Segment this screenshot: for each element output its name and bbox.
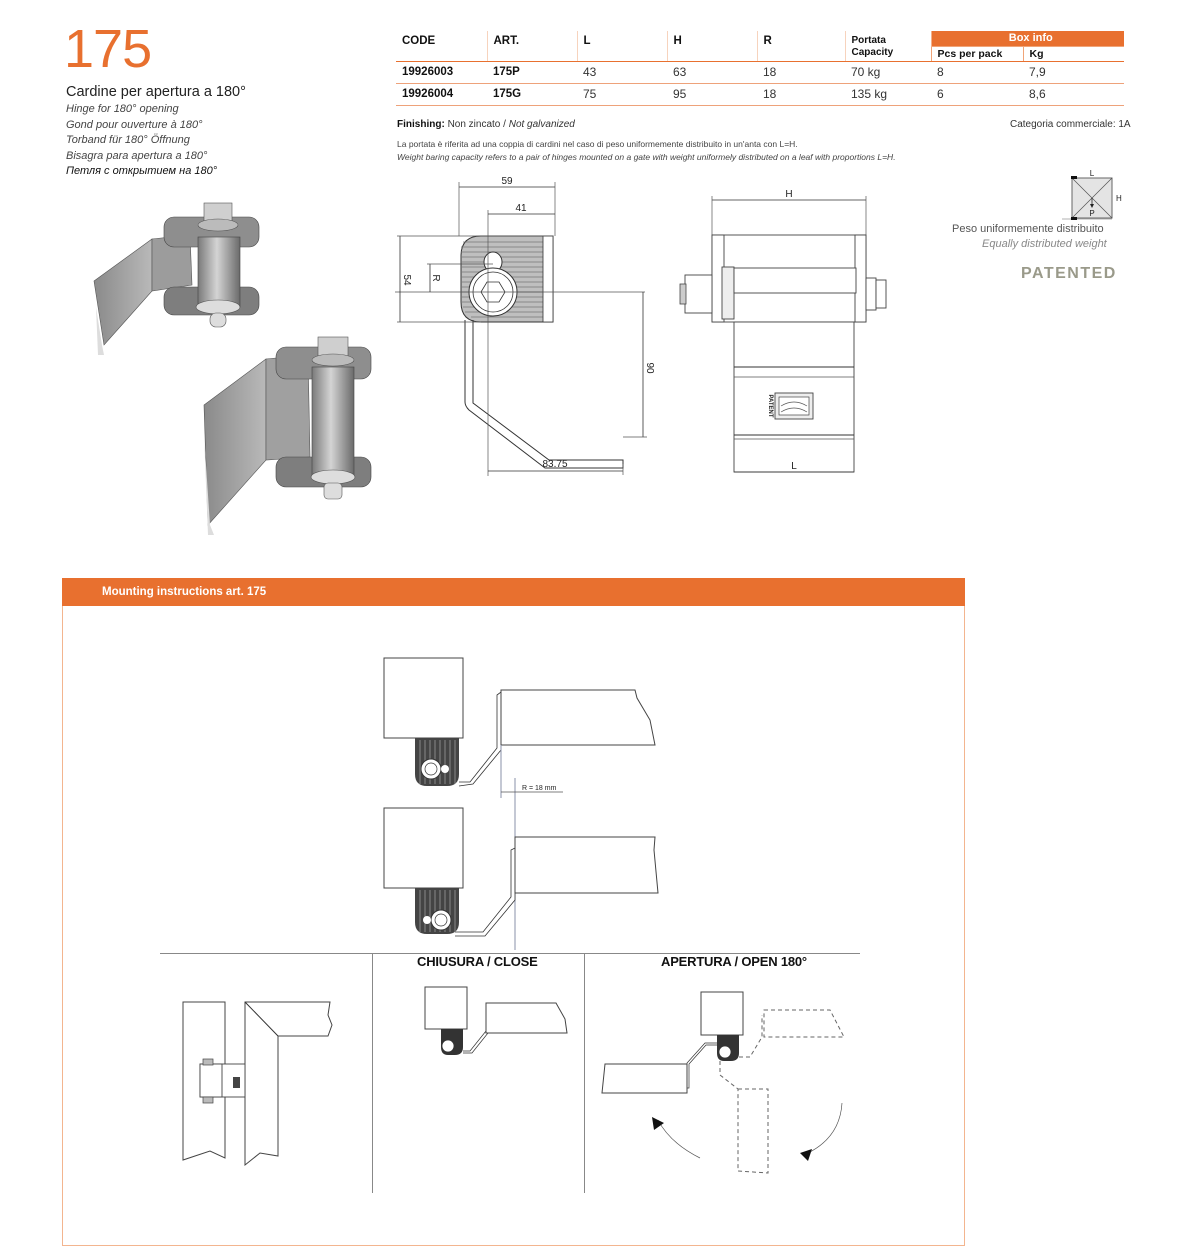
cell-pcs: 6 <box>931 83 1023 105</box>
gate-leaf <box>501 690 655 745</box>
finishing-value-en: Not galvanized <box>508 119 575 130</box>
gate-leaf <box>486 1003 567 1033</box>
rotation-arc <box>658 1120 700 1158</box>
subtitle-en: Hinge for 180° opening <box>66 103 179 115</box>
weight-distribution-diagram <box>1062 168 1132 224</box>
label-h: H <box>1116 194 1122 203</box>
categoria-commerciale: Categoria commerciale: 1A <box>1010 119 1131 130</box>
capacity-note-en: Weight baring capacity refers to a pair of hinges mounted on a gate with weight uniformely distributed on a leaf with proportions L=H. <box>397 152 896 162</box>
open-heading: APERTURA / OPEN 180° <box>661 954 807 969</box>
post-block <box>701 992 743 1035</box>
r-dimension-label: R = 18 mm <box>522 785 557 792</box>
subtitle-es: Bisagra para apertura a 180° <box>66 150 208 162</box>
hinge-photo-large <box>204 337 371 535</box>
post-block <box>384 658 463 738</box>
col-capacity-it: Portata <box>851 35 886 46</box>
cell-r: 18 <box>757 83 845 105</box>
cell-kg: 7,9 <box>1023 61 1124 83</box>
col-r: R <box>757 31 845 61</box>
patent-stamp <box>233 1077 240 1088</box>
col-box-info: Box info <box>931 31 1124 46</box>
dim-r-label: R <box>430 274 441 282</box>
subtitle-de: Torband für 180° Öffnung <box>66 134 190 146</box>
post-block <box>384 808 463 888</box>
hinge-mark-bottom <box>1071 217 1077 220</box>
hinge-arm <box>687 1043 717 1088</box>
arrow-left-icon <box>652 1117 664 1130</box>
nut-right <box>866 278 876 310</box>
dim-83-75-label: 83.75 <box>542 459 568 470</box>
mounting-step-1-diagram <box>375 650 675 940</box>
open-position-diagram <box>590 975 870 1175</box>
gate-ghost-start <box>764 1010 844 1037</box>
col-capacity-en: Capacity <box>851 47 894 58</box>
divider-vertical <box>584 953 585 1193</box>
dim-83-75 <box>488 459 623 475</box>
hinge-arm <box>455 848 515 936</box>
dim-59-label: 59 <box>501 176 513 187</box>
cell-r: 18 <box>757 61 845 83</box>
col-capacity <box>845 31 931 61</box>
cell-art: 175P <box>487 61 577 83</box>
finishing-value-it: Non zincato / <box>447 119 506 130</box>
col-code: CODE <box>396 31 487 61</box>
cell-h: 95 <box>667 83 757 105</box>
mounting-title: Mounting instructions art. 175 <box>102 586 267 598</box>
cell-capacity: 70 kg <box>845 61 931 83</box>
product-photo <box>80 195 380 540</box>
finishing-note <box>397 119 575 130</box>
hinge-arm <box>459 692 501 786</box>
subtitle-fr: Gond pour ouverture à 180° <box>66 119 203 131</box>
col-l: L <box>577 31 667 61</box>
cell-code: 19926003 <box>396 61 487 83</box>
rotation-arc <box>808 1103 842 1153</box>
mounting-elevation-diagram <box>160 980 360 1180</box>
arrow-down-icon <box>800 1149 812 1161</box>
label-l: L <box>1089 169 1095 178</box>
cell-l: 75 <box>577 83 667 105</box>
patented-label: PATENTED <box>1021 265 1117 282</box>
article-number: 175 <box>64 19 152 79</box>
finishing-label: Finishing: <box>397 119 445 130</box>
hinge-photo-small <box>94 203 259 355</box>
cell-l: 43 <box>577 61 667 83</box>
cell-h: 63 <box>667 61 757 83</box>
col-h: H <box>667 31 757 61</box>
dim-h-label: H <box>785 189 793 200</box>
bent-arm <box>465 320 623 468</box>
dim-59 <box>459 176 555 236</box>
nut-left <box>685 275 712 313</box>
cell-kg: 8,6 <box>1023 83 1124 105</box>
pin-tube <box>734 268 856 293</box>
divider-vertical <box>372 953 373 1193</box>
side-view-drawing <box>395 170 675 480</box>
hex-bolt-icon <box>442 1040 454 1052</box>
close-position-diagram <box>400 975 580 1065</box>
dim-90 <box>623 292 655 437</box>
product-title: Cardine per apertura a 180° <box>66 84 246 100</box>
front-view-drawing <box>665 180 905 480</box>
cell-pcs: 8 <box>931 61 1023 83</box>
col-art: ART. <box>487 31 577 61</box>
col-pcs-per-pack: Pcs per pack <box>931 46 1023 61</box>
gate-leaf <box>515 837 658 893</box>
dim-41 <box>488 203 555 214</box>
post-block <box>425 987 467 1029</box>
col-kg: Kg <box>1023 46 1124 61</box>
gate-leaf-open <box>602 1064 687 1093</box>
dim-l-label: L <box>791 461 797 472</box>
dim-54-label: 54 <box>401 274 412 286</box>
cell-art: 175G <box>487 83 577 105</box>
cell-capacity: 135 kg <box>845 83 931 105</box>
close-heading: CHIUSURA / CLOSE <box>417 954 538 969</box>
spec-table <box>396 31 1124 106</box>
hinge-plate <box>461 236 553 322</box>
nut-bottom <box>203 1097 213 1103</box>
weight-caption-en: Equally distributed weight <box>982 238 1107 250</box>
gate-ghost-mid <box>738 1089 768 1173</box>
subtitle-ru: Петля с открытием на 180° <box>66 165 218 177</box>
nut-top <box>203 1059 213 1065</box>
table-row <box>396 83 1124 105</box>
gate-frame <box>245 1002 332 1165</box>
hex-bolt-icon <box>719 1046 731 1058</box>
dim-41-label: 41 <box>515 203 527 214</box>
stamp-text: PATENT <box>767 394 773 418</box>
capacity-note-it: La portata è riferita ad una coppia di cardini nel caso di peso uniformemente distribuito in un'anta con L=H. <box>397 139 798 149</box>
weight-caption-it: Peso uniformemente distribuito <box>952 223 1104 235</box>
dim-h <box>712 189 866 236</box>
table-row <box>396 61 1124 83</box>
label-p: P <box>1089 209 1095 218</box>
dim-90-label: 90 <box>644 362 655 374</box>
cell-code: 19926004 <box>396 83 487 105</box>
hinge-mark-top <box>1071 176 1077 179</box>
